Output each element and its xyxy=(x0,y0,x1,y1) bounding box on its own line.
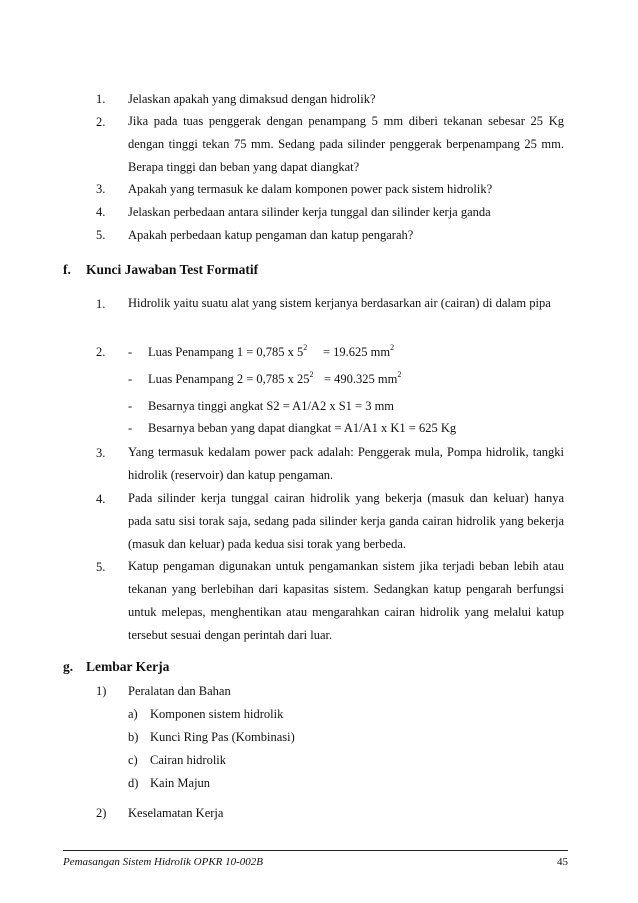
question-number: 4. xyxy=(96,205,106,219)
formula-line: Luas Penampang 1 = 0,785 x $5^2$ xyxy=(148,343,308,359)
answer-number: 2. xyxy=(96,345,106,359)
answer-number: 1. xyxy=(96,297,106,311)
list-item: Kain Majun xyxy=(150,776,211,790)
list-item-marker: a) xyxy=(128,707,138,721)
footer-title: Pemasangan Sistem Hidrolik OPKR 10-002B xyxy=(63,856,264,868)
question-text: Jika pada tuas penggerak dengan penampang 5 mm diberi tekanan sebesar 25 Kg dengan tinggi tekan 75 mm. Sedang pada silinder penggerak berpenampang 25 mm. Berapa tinggi dan beban yang dapat diangkat? xyxy=(128,114,564,174)
question-text: Apakah yang termasuk ke dalam komponen power pack sistem hidrolik? xyxy=(128,182,493,196)
formula-line: Besarnya tinggi angkat S2 = A1/A2 x S1 = 3 mm xyxy=(148,399,395,413)
formula-line: Luas Penampang 2 = 0,785 x $25^2$ xyxy=(148,370,314,386)
subsection-title: Keselamatan Kerja xyxy=(128,806,224,820)
list-item-marker: c) xyxy=(128,753,138,767)
answer-dash: - xyxy=(128,399,133,413)
answer-text: Hidrolik yaitu suatu alat yang sistem kerjanya berdasarkan air (cairan) di dalam pipa xyxy=(128,296,551,310)
formula-line: Besarnya beban yang dapat diangkat = A1/A1 x K1 = 625 Kg xyxy=(148,421,457,435)
section-letter: g. xyxy=(63,659,74,674)
question-text: Apakah perbedaan katup pengaman dan katup pengarah? xyxy=(128,228,414,242)
question-number: 2. xyxy=(96,115,106,129)
list-item-marker: d) xyxy=(128,776,139,790)
list-item: Kunci Ring Pas (Kombinasi) xyxy=(150,730,295,744)
subsection-number: 1) xyxy=(96,684,107,698)
section-title: Lembar Kerja xyxy=(86,659,170,674)
formula-result: = 19.625 $mm^2$ xyxy=(323,343,395,359)
section-letter: f. xyxy=(63,262,71,277)
question-number: 5. xyxy=(96,228,106,242)
question-text: Jelaskan perbedaan antara silinder kerja tunggal dan silinder kerja ganda xyxy=(128,205,491,219)
subsection-number: 2) xyxy=(96,806,107,820)
question-number: 1. xyxy=(96,92,106,106)
list-item: Komponen sistem hidrolik xyxy=(150,707,284,721)
answer-number: 5. xyxy=(96,560,106,574)
answer-dash: - xyxy=(128,421,133,435)
footer-divider xyxy=(63,850,568,851)
answer-dash: - xyxy=(128,372,133,386)
question-number: 3. xyxy=(96,182,106,196)
page-number: 45 xyxy=(557,856,568,868)
answer-number: 4. xyxy=(96,492,106,506)
answer-text: Pada silinder kerja tunggal cairan hidrolik yang bekerja (masuk dan keluar) hanya pada satu sisi torak saja, sedang pada silinder kerja ganda cairan hidrolik yang bekerja (masuk dan keluar) pada kedua sisi torak yang berbeda. xyxy=(128,491,564,551)
answer-text: Katup pengaman digunakan untuk pengamankan sistem jika terjadi beban lebih atau tekanan yang berlebihan dari kapasitas sistem. Sedangkan katup pengarah berfungsi untuk melepas, menghentikan atau mengarahkan cairan hidrolik yang melalui katup tersebut sesuai dengan perintah dari luar. xyxy=(128,559,564,642)
formula-result: = 490.325 $mm^2$ xyxy=(324,370,402,386)
answer-number: 3. xyxy=(96,446,106,460)
answer-text: Yang termasuk kedalam power pack adalah: Penggerak mula, Pompa hidrolik, tangki hidrolik (reservoir) dan katup pengaman. xyxy=(128,445,564,482)
list-item: Cairan hidrolik xyxy=(150,753,227,767)
subsection-title: Peralatan dan Bahan xyxy=(128,684,231,698)
section-title: Kunci Jawaban Test Formatif xyxy=(86,262,259,277)
answer-dash: - xyxy=(128,345,133,359)
question-text: Jelaskan apakah yang dimaksud dengan hidrolik? xyxy=(128,92,376,106)
list-item-marker: b) xyxy=(128,730,139,744)
